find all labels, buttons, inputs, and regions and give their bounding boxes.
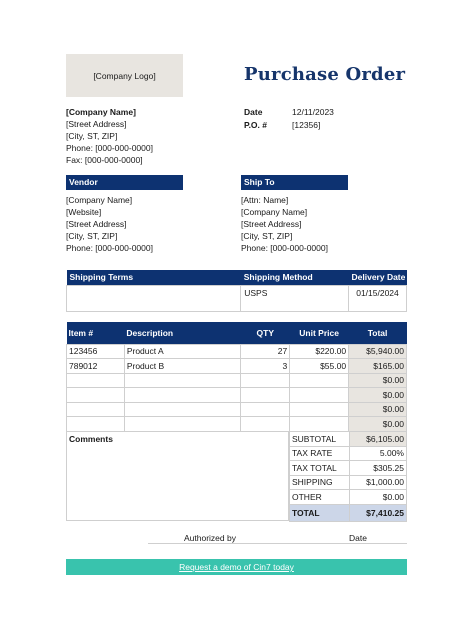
items-header-row (67, 322, 407, 344)
ship-to-header: Ship To (241, 175, 348, 190)
unit-price-cell (290, 373, 349, 388)
request-demo-link[interactable]: Request a demo of Cin7 today (179, 562, 294, 572)
item-number-cell (67, 417, 125, 432)
line-total-cell: $0.00 (349, 388, 407, 403)
tax-total-value: $305.25 (350, 461, 407, 476)
description-cell: Product B (124, 359, 241, 374)
line-total-cell: $165.00 (349, 359, 407, 374)
tax-total-row (290, 461, 407, 476)
shipping-table (66, 270, 407, 312)
company-name: [Company Name] (66, 107, 136, 117)
col-unit-price: Unit Price (290, 322, 349, 344)
unit-price-cell (290, 417, 349, 432)
items-table (66, 322, 407, 432)
item-number-cell (67, 373, 125, 388)
comments-label: Comments (69, 434, 113, 444)
signature-date-label: Date (349, 533, 367, 543)
item-number-cell (67, 388, 125, 403)
item-number-cell (67, 402, 125, 417)
company-phone: Phone: [000-000-0000] (66, 143, 153, 153)
tax-rate-value: 5.00% (350, 446, 407, 461)
totals-table (289, 431, 407, 522)
subtotal-row (290, 432, 407, 447)
qty-cell: 3 (241, 359, 290, 374)
ship-to-line: [Attn: Name] (241, 195, 289, 205)
tax-rate-label: TAX RATE (290, 446, 350, 461)
vendor-line: [Street Address] (66, 219, 127, 229)
description-cell: Product A (124, 344, 241, 359)
tax-rate-row (290, 446, 407, 461)
date-label: Date (244, 107, 263, 117)
vendor-header: Vendor (66, 175, 183, 190)
shipping-method-header: Shipping Method (241, 270, 349, 286)
company-logo-label: [Company Logo] (93, 70, 156, 81)
grand-total-row (290, 504, 407, 521)
description-cell (124, 417, 241, 432)
shipping-method-value: USPS (241, 286, 349, 312)
ship-to-section (241, 175, 348, 254)
po-number-value: [12356] (292, 120, 321, 130)
other-row (290, 490, 407, 505)
table-row (67, 373, 407, 388)
shipping-value: $1,000.00 (350, 475, 407, 490)
table-row (67, 417, 407, 432)
demo-banner (66, 559, 407, 575)
page-title: Purchase Order (244, 64, 406, 85)
line-total-cell: $0.00 (349, 417, 407, 432)
shipping-terms-value (67, 286, 241, 312)
table-row (67, 388, 407, 403)
col-total: Total (349, 322, 407, 344)
vendor-line: Phone: [000-000-0000] (66, 243, 153, 253)
other-label: OTHER (290, 490, 350, 505)
item-number-cell: 123456 (67, 344, 125, 359)
grand-total-value: $7,410.25 (350, 504, 407, 521)
col-item-number: Item # (67, 322, 125, 344)
line-total-cell: $0.00 (349, 373, 407, 388)
qty-cell (241, 417, 290, 432)
shipping-row (290, 475, 407, 490)
tax-total-label: TAX TOTAL (290, 461, 350, 476)
table-row (67, 344, 407, 359)
ship-to-line: [Company Name] (241, 207, 308, 217)
po-number-row (244, 119, 334, 132)
col-qty: QTY (241, 322, 290, 344)
shipping-terms-header: Shipping Terms (67, 270, 241, 286)
company-logo-placeholder (66, 54, 183, 97)
signature-line (148, 543, 407, 544)
description-cell (124, 373, 241, 388)
grand-total-label: TOTAL (290, 504, 350, 521)
delivery-date-header: Delivery Date (349, 270, 407, 286)
description-cell (124, 402, 241, 417)
po-number-label: P.O. # (244, 120, 267, 130)
shipping-label: SHIPPING (290, 475, 350, 490)
col-description: Description (124, 322, 241, 344)
ship-to-line: Phone: [000-000-0000] (241, 243, 328, 253)
company-street: [Street Address] (66, 119, 127, 129)
vendor-line: [City, ST, ZIP] (66, 231, 118, 241)
unit-price-cell: $55.00 (290, 359, 349, 374)
authorized-by-label: Authorized by (184, 533, 236, 543)
unit-price-cell (290, 388, 349, 403)
unit-price-cell: $220.00 (290, 344, 349, 359)
subtotal-label: SUBTOTAL (290, 432, 350, 447)
company-city: [City, ST, ZIP] (66, 131, 118, 141)
line-total-cell: $5,940.00 (349, 344, 407, 359)
date-value: 12/11/2023 (292, 107, 334, 117)
comments-box (66, 431, 289, 521)
ship-to-line: [Street Address] (241, 219, 302, 229)
qty-cell: 27 (241, 344, 290, 359)
ship-to-line: [City, ST, ZIP] (241, 231, 293, 241)
description-cell (124, 388, 241, 403)
other-value: $0.00 (350, 490, 407, 505)
company-fax: Fax: [000-000-0000] (66, 155, 143, 165)
date-row (244, 106, 334, 119)
qty-cell (241, 373, 290, 388)
qty-cell (241, 402, 290, 417)
subtotal-value: $6,105.00 (350, 432, 407, 447)
vendor-line: [Company Name] (66, 195, 133, 205)
line-total-cell: $0.00 (349, 402, 407, 417)
delivery-date-value: 01/15/2024 (349, 286, 407, 312)
company-info (66, 106, 153, 166)
table-row (67, 402, 407, 417)
unit-price-cell (290, 402, 349, 417)
qty-cell (241, 388, 290, 403)
vendor-line: [Website] (66, 207, 102, 217)
po-meta (244, 106, 334, 132)
item-number-cell: 789012 (67, 359, 125, 374)
vendor-section (66, 175, 183, 254)
table-row (67, 359, 407, 374)
